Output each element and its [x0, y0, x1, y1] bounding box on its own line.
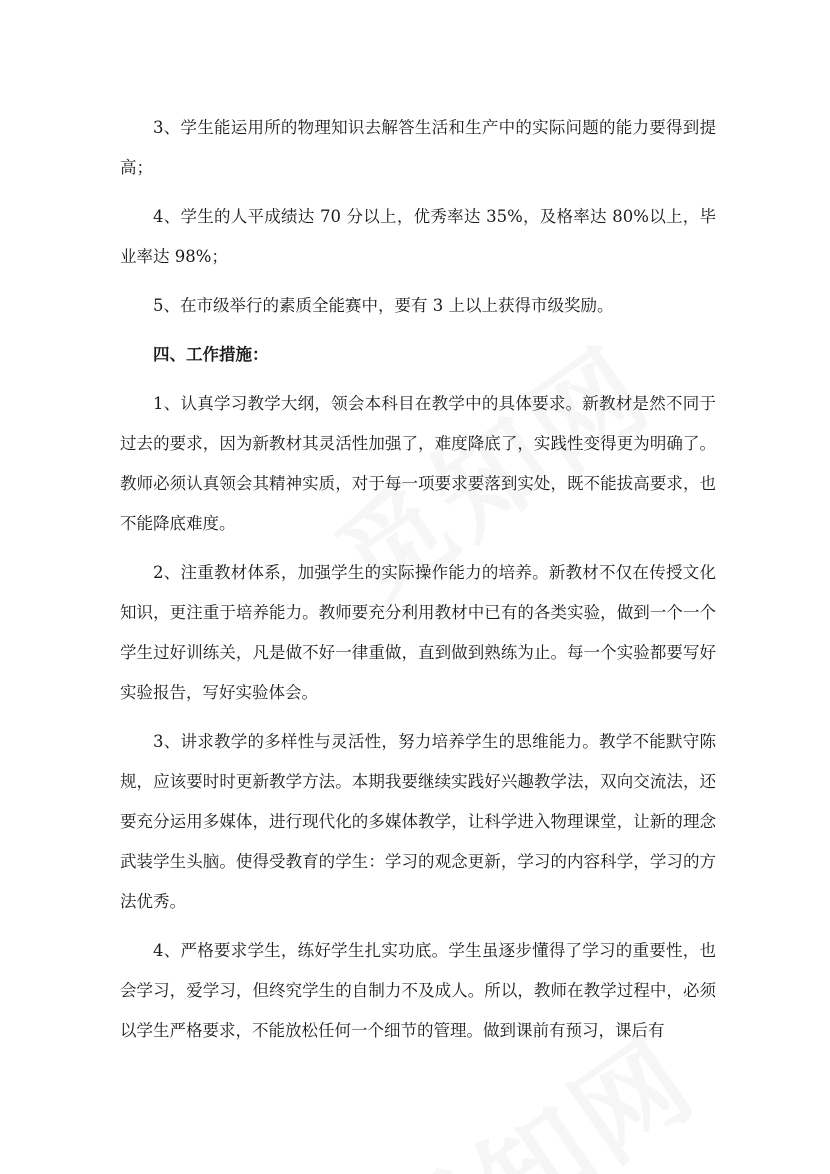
paragraph-goal-4: 4、学生的人平成绩达 70 分以上，优秀率达 35%，及格率达 80%以上，毕业率达 98%； — [120, 207, 716, 266]
paragraph-goal-5: 5、在市级举行的素质全能赛中，要有 3 上以上获得市级奖励。 — [153, 296, 614, 315]
paragraph-goal-3: 3、学生能运用所的物理知识去解答生活和生产中的实际问题的能力要得到提高； — [120, 118, 716, 177]
document-body — [120, 108, 716, 1060]
paragraph-measure-2: 2、注重教材体系，加强学生的实际操作能力的培养。新教材不仅在传授文化知识，更注重于培养能力。教师要充分利用教材中已有的各类实验，做到一个一个学生过好训练关，凡是做不好一律重做，直到做到熟练为止。每一个实验都要写好实验报告，写好实验体会。 — [120, 563, 716, 702]
paragraph-measure-1: 1、认真学习教学大纲，领会本科目在教学中的具体要求。新教材是然不同于过去的要求，因为新教材其灵活性加强了，难度降底了，实践性变得更为明确了。教师必须认真领会其精神实质，对于每一项要求要落到实处，既不能拔高要求，也不能降底难度。 — [120, 394, 716, 533]
paragraph-measure-4: 4、严格要求学生，练好学生扎实功底。学生虽逐步懂得了学习的重要性，也会学习，爱学习，但终究学生的自制力不及成人。所以，教师在教学过程中，必须以学生严格要求，不能放松任何一个细节的管理。做到课前有预习，课后有 — [120, 941, 716, 1040]
section-heading-measures: 四、工作措施： — [153, 345, 269, 364]
paragraph-measure-3: 3、讲求教学的多样性与灵活性，努力培养学生的思维能力。教学不能默守陈规，应该要时时更新教学方法。本期我要继续实践好兴趣教学法，双向交流法，还要充分运用多媒体，进行现代化的多媒体教学，让科学进入物理课堂，让新的理念武装学生头脑。使得受教育的学生：学习的观念更新，学习的内容科学，学习的方法优秀。 — [120, 732, 716, 911]
